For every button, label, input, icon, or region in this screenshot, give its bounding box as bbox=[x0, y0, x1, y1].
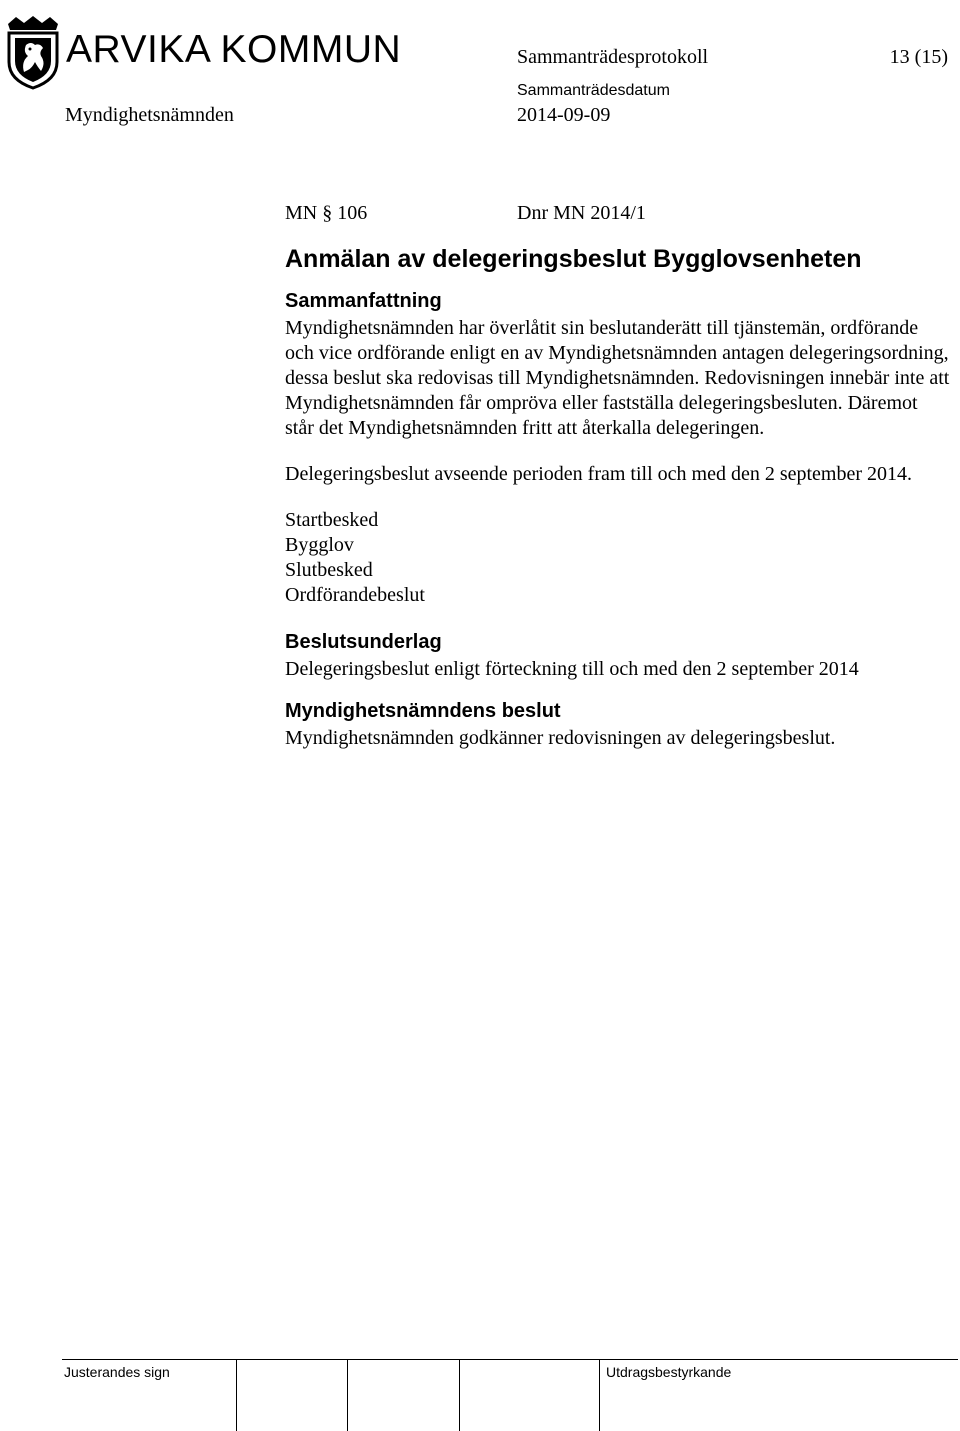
municipality-coat-of-arms-logo bbox=[4, 14, 62, 90]
meeting-date-label: Sammanträdesdatum bbox=[517, 82, 670, 99]
list-item: Startbesked bbox=[285, 508, 379, 531]
decision-heading: Myndighetsnämndens beslut bbox=[285, 699, 561, 722]
list-item: Ordförandebeslut bbox=[285, 583, 425, 606]
meeting-date: 2014-09-09 bbox=[517, 104, 611, 126]
sign-box bbox=[236, 1360, 348, 1431]
period-text: Delegeringsbeslut avseende perioden fram till och med den 2 september 2014. bbox=[285, 462, 913, 485]
document-type: Sammanträdesprotokoll bbox=[517, 46, 709, 68]
adjuster-sign-box bbox=[62, 1360, 236, 1431]
list-item: Slutbesked bbox=[285, 558, 373, 581]
decision-text: Myndighetsnämnden godkänner redovisningen av delegeringsbeslut. bbox=[285, 726, 836, 749]
signature-footer bbox=[62, 1359, 958, 1431]
list-item: Bygglov bbox=[285, 533, 354, 556]
page-number: 13 (15) bbox=[889, 46, 948, 68]
sign-box bbox=[347, 1360, 460, 1431]
summary-text: Myndighetsnämnden har överlåtit sin beslutanderätt till tjänstemän, ordförande och vice ordförande enligt en av Myndighetsnämnden antagen delegeringsordning, dessa beslut ska redovisas till Myndighetsnämnden. Redovisningen innebär inte att Myndighetsnämnden får ompröva eller fastställa delegeringsbesluten. Däremot står det Myndighetsnämnden fritt att återkalla delegeringen. bbox=[285, 316, 950, 439]
adjuster-sign-label: Justerandes sign bbox=[64, 1364, 170, 1380]
basis-heading: Beslutsunderlag bbox=[285, 630, 442, 653]
basis-text: Delegeringsbeslut enligt förteckning till och med den 2 september 2014 bbox=[285, 657, 859, 680]
diary-number: Dnr MN 2014/1 bbox=[517, 202, 646, 224]
summary-heading: Sammanfattning bbox=[285, 289, 442, 312]
case-title: Anmälan av delegeringsbeslut Bygglovsenheten bbox=[285, 245, 862, 273]
organization-name: ARVIKA KOMMUN bbox=[66, 28, 402, 71]
extract-certification-box bbox=[599, 1360, 958, 1431]
extract-certification-label: Utdragsbestyrkande bbox=[606, 1364, 732, 1380]
committee-name: Myndighetsnämnden bbox=[65, 104, 234, 126]
case-number: MN § 106 bbox=[285, 202, 368, 224]
case-reference bbox=[285, 201, 646, 225]
decision-type-list bbox=[285, 508, 950, 608]
sign-box bbox=[459, 1360, 600, 1431]
